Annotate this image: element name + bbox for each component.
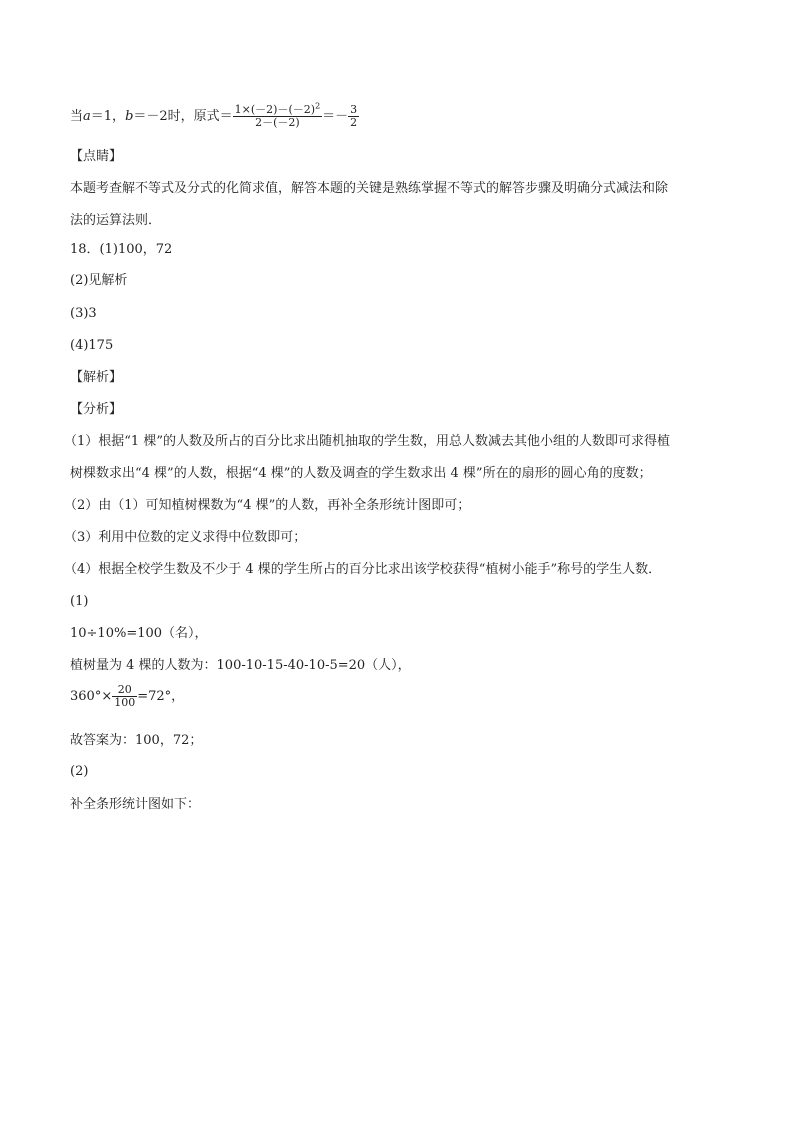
part-1-label: (1)	[70, 594, 89, 609]
calc3-prefix: 360°×	[70, 689, 113, 704]
a-value: ＝1，	[90, 109, 126, 124]
complete-chart-text: 补全条形统计图如下：	[70, 797, 201, 812]
var-a: a	[83, 109, 91, 124]
calc3-suffix: =72°，	[137, 689, 185, 704]
var-b: b	[125, 109, 134, 124]
equals-minus: ＝－	[322, 109, 349, 124]
jiexi-heading: 【解析】	[70, 370, 123, 385]
q18-answer-1: 18．(1)100，72	[70, 242, 173, 257]
substitution-line	[70, 101, 359, 129]
expression-fraction	[233, 101, 322, 129]
fenxi-step-1b: 树棵数求出“4 棵”的人数，根据“4 棵”的人数及调查的学生数求出 4 棵”所在的扇形的圆心角的度数；	[70, 466, 652, 481]
calc3-fraction	[112, 684, 137, 709]
calc-line-3	[70, 684, 184, 709]
result-numerator: 3	[350, 103, 358, 116]
calc-line-1: 10÷10%=100（名），	[70, 626, 208, 641]
fenxi-step-4: （4）根据全校学生数及不少于 4 棵的学生所占的百分比求出该学校获得“植树小能手”称号的学生人数．	[64, 562, 662, 577]
exponent: 2	[315, 101, 321, 111]
answer-line: 故答案为：100，72；	[70, 733, 203, 748]
fenxi-step-1a: （1）根据“1 棵”的人数及所占的百分比求出随机抽取的学生数，用总人数减去其他小组的人数即可求得植	[64, 434, 670, 449]
calc-line-2: 植树量为 4 棵的人数为：100-10-15-40-10-5=20（人），	[70, 658, 411, 673]
result-denominator: 2	[350, 116, 358, 129]
result-fraction	[348, 104, 359, 129]
fenxi-step-2: （2）由（1）可知植树棵数为“4 棵”的人数，再补全条形统计图即可；	[64, 498, 471, 513]
dianjing-heading: 【点睛】	[70, 149, 123, 164]
dianjing-text-1: 本题考查解不等式及分式的化简求值，解答本题的关键是熟练掌握不等式的解答步骤及明确分式减法和除	[70, 181, 669, 196]
b-value: ＝－2时，原式＝	[133, 109, 233, 124]
numerator-text: 1×(－2)－(－2)	[234, 103, 316, 116]
calc3-numerator: 20	[112, 684, 137, 697]
dianjing-text-2: 法的运算法则．	[70, 213, 162, 228]
fenxi-heading: 【分析】	[70, 402, 123, 417]
fenxi-step-3: （3）利用中位数的定义求得中位数即可；	[64, 530, 307, 545]
sub-prefix: 当	[70, 109, 84, 124]
q18-answer-3: (3)3	[70, 306, 97, 321]
q18-answer-2: (2)见解析	[70, 273, 128, 288]
part-2-label: (2)	[70, 764, 89, 779]
q18-answer-4: (4)175	[70, 338, 114, 353]
calc3-denominator: 100	[114, 696, 136, 709]
expression-denominator: 2－(－2)	[255, 116, 300, 129]
